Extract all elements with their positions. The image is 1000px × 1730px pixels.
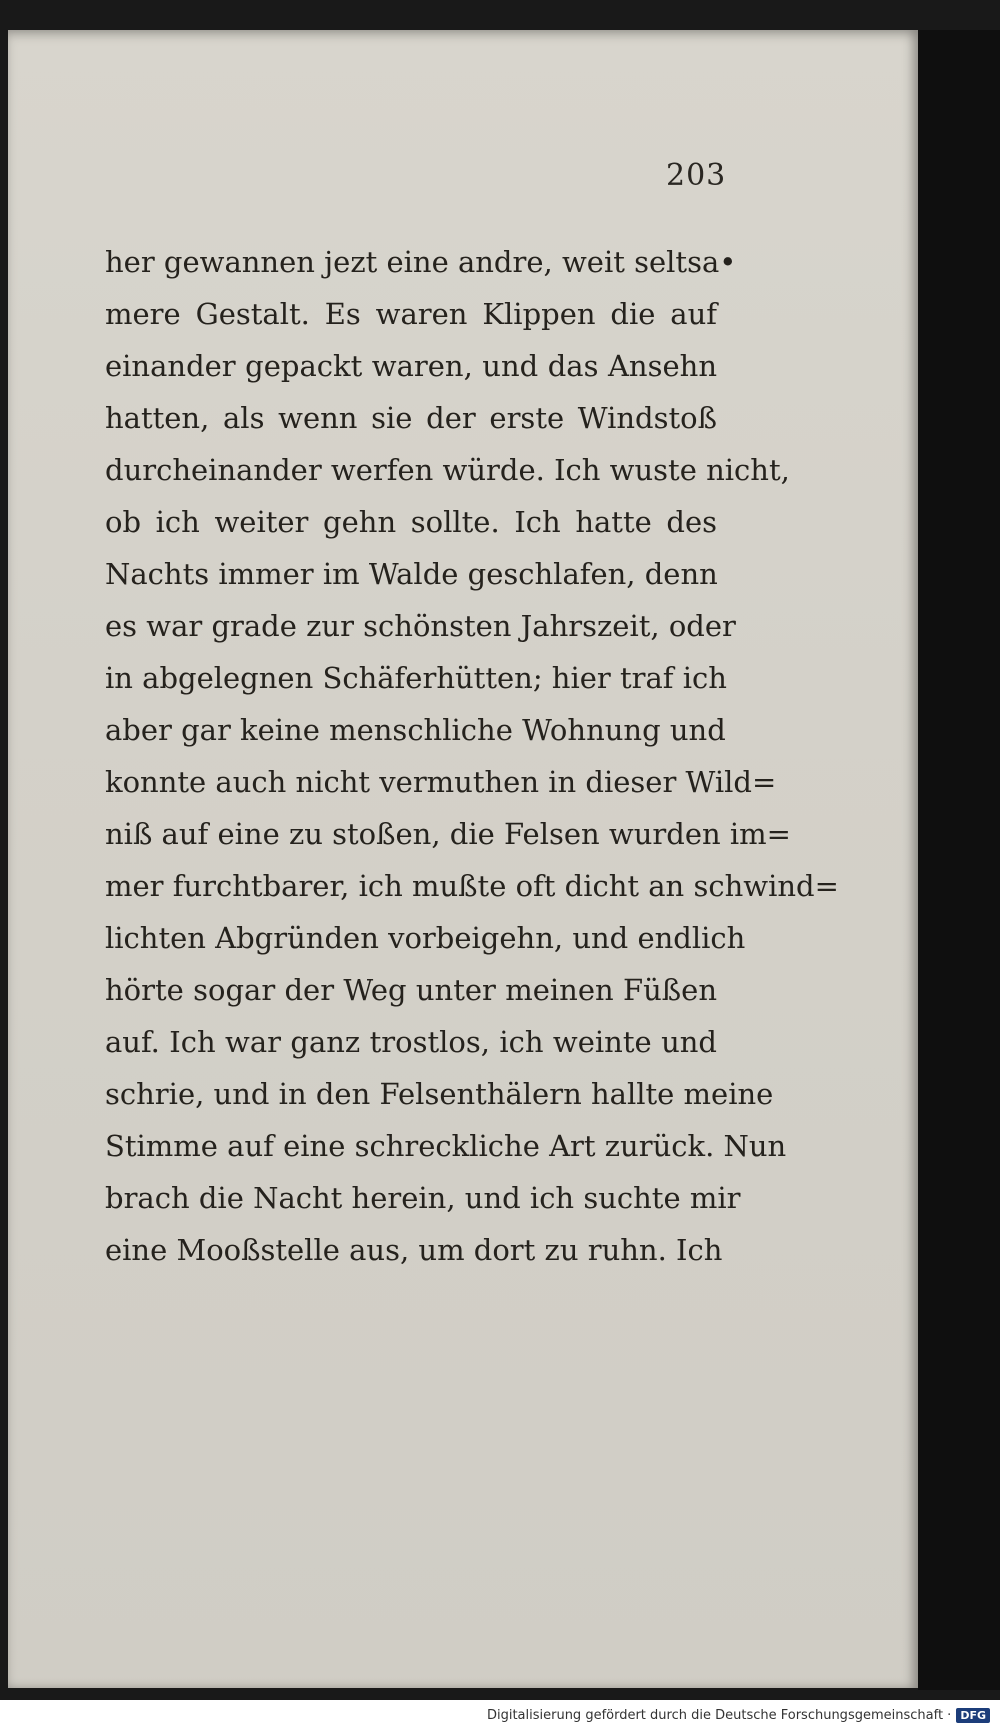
footer-text: Digitalisierung gefördert durch die Deutsche Forschungsgemeinschaft ·: [486, 1707, 952, 1723]
text-line: hatten, als wenn sie der erste Windstoß: [105, 401, 717, 435]
text-line: niß auf eine zu stoßen, die Felsen wurden im=: [105, 817, 791, 851]
text-line: brach die Nacht herein, und ich suchte mir: [105, 1181, 741, 1215]
text-line: in abgelegnen Schäferhütten; hier traf ich: [105, 661, 727, 695]
text-line: es war grade zur schönsten Jahrszeit, oder: [105, 609, 736, 643]
text-line: eine Mooßstelle aus, um dort zu ruhn. Ich: [105, 1233, 723, 1267]
book-edge: [918, 30, 1000, 1690]
text-line: Nachts immer im Walde geschlafen, denn: [105, 557, 718, 591]
text-line: ob ich weiter gehn sollte. Ich hatte des: [105, 505, 717, 539]
page-number: 203: [666, 158, 727, 193]
text-line: mer furchtbarer, ich mußte oft dicht an schwind=: [105, 869, 839, 903]
text-line: einander gepackt waren, und das Ansehn: [105, 349, 717, 383]
text-line: Stimme auf eine schreckliche Art zurück. Nun: [105, 1129, 787, 1163]
text-line: aber gar keine menschliche Wohnung und: [105, 713, 726, 747]
text-line: her gewannen jezt eine andre, weit seltsa•: [105, 245, 737, 279]
text-line: durcheinander werfen würde. Ich wuste nicht,: [105, 453, 790, 487]
text-line: hörte sogar der Weg unter meinen Füßen: [105, 973, 717, 1007]
text-line: schrie, und in den Felsenthälern hallte meine: [105, 1077, 774, 1111]
text-line: lichten Abgründen vorbeigehn, und endlich: [105, 921, 746, 955]
dfg-logo: DFG: [956, 1708, 990, 1723]
digitization-footer: [0, 1700, 1000, 1730]
text-line: konnte auch nicht vermuthen in dieser Wild=: [105, 765, 777, 799]
text-line: auf. Ich war ganz trostlos, ich weinte und: [105, 1025, 717, 1059]
text-line: mere Gestalt. Es waren Klippen die auf: [105, 297, 717, 331]
page-text: [105, 236, 839, 1276]
